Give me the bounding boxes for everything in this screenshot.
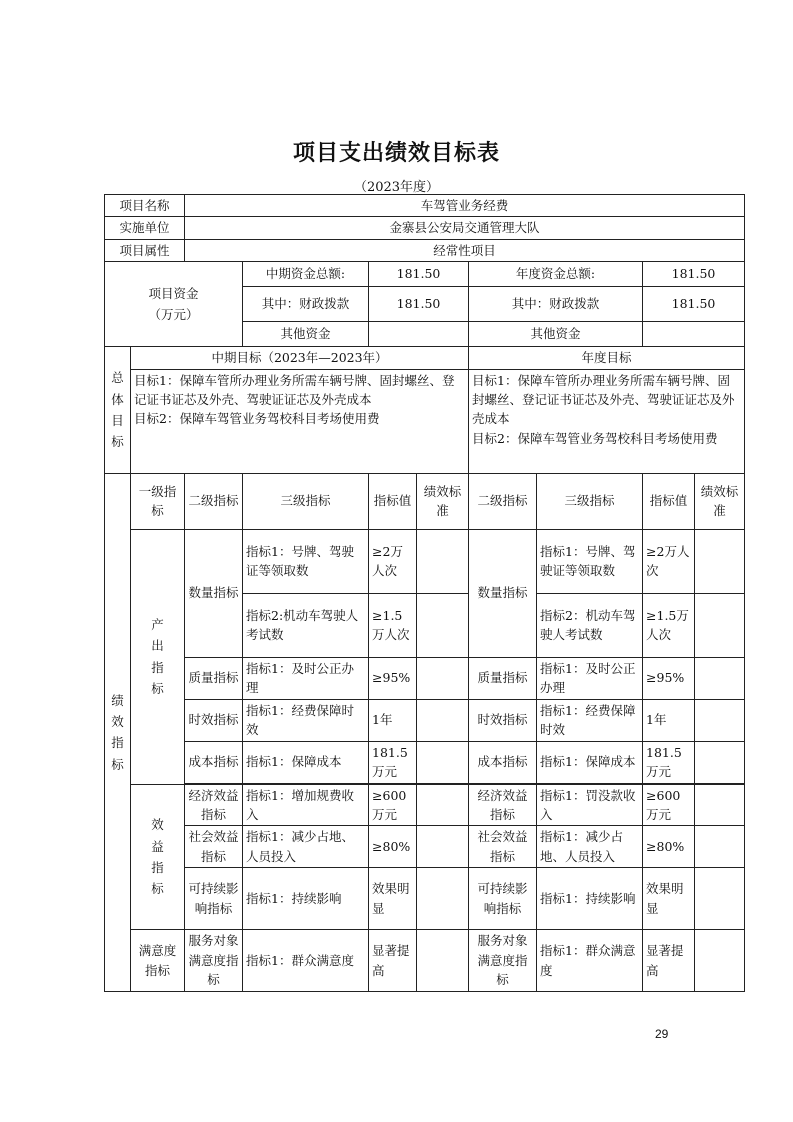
mid-other-label: 其他资金: [243, 322, 369, 347]
econ-cat-year: 经济效益指标: [469, 784, 537, 826]
quality-mid-std: [417, 657, 469, 699]
performance-table: [104, 194, 745, 992]
cost-cat-year: 成本指标: [469, 741, 537, 783]
sat-year: 指标1：群众满意度: [537, 930, 643, 992]
cost-mid-val: 181.5万元: [369, 741, 417, 783]
social-mid: 指标1：减少占地、人员投入: [243, 826, 369, 868]
year-goal-text: 目标1：保障车管所办理业务所需车辆号牌、固封螺丝、登记证书证芯及外壳、驾驶证证芯及外壳成本 目标2：保障车驾管业务驾校科目考场使用费: [469, 369, 745, 473]
qty1-mid: 指标1：号牌、驾驶证等领取数: [243, 529, 369, 593]
quality-year-std: [695, 657, 745, 699]
unit-label: 实施单位: [105, 217, 185, 239]
econ-mid-std: [417, 784, 469, 826]
sat-cat-mid: 服务对象满意度指标: [185, 930, 243, 992]
funds-label: 项目资金 （万元）: [105, 262, 243, 347]
page-title: 项目支出绩效目标表: [292, 141, 500, 166]
sat-mid: 指标1：群众满意度: [243, 930, 369, 992]
qty2-year-val: ≥1.5万人次: [643, 593, 695, 657]
time-mid-std: [417, 699, 469, 741]
quality-cat-year: 质量指标: [469, 657, 537, 699]
year-other-label: 其他资金: [469, 322, 643, 347]
satisfaction-label: 满意度指标: [131, 930, 185, 992]
sust-mid-std: [417, 868, 469, 930]
sat-mid-std: [417, 930, 469, 992]
social-year-std: [695, 826, 745, 868]
sust-cat-year: 可持续影响指标: [469, 868, 537, 930]
year-fiscal-label: 其中：财政拨款: [469, 287, 643, 322]
year-other-value: [643, 322, 745, 347]
header-val-year: 指标值: [643, 473, 695, 529]
perf-label: 绩效指标: [105, 473, 131, 992]
time-year: 指标1：经费保障时效: [537, 699, 643, 741]
page-number: 29: [655, 1027, 669, 1041]
header-val-mid: 指标值: [369, 473, 417, 529]
qty1-mid-val: ≥2万人次: [369, 529, 417, 593]
time-cat-mid: 时效指标: [185, 699, 243, 741]
time-year-std: [695, 699, 745, 741]
econ-mid-val: ≥600万元: [369, 784, 417, 826]
quality-cat-mid: 质量指标: [185, 657, 243, 699]
qty2-mid: 指标2:机动车驾驶人考试数: [243, 593, 369, 657]
sust-mid: 指标1：持续影响: [243, 868, 369, 930]
overall-goal-label: 总体目标: [105, 347, 131, 473]
header-l3-mid: 三级指标: [243, 473, 369, 529]
qty-cat-year: 数量指标: [469, 529, 537, 657]
unit-value: 金寨县公安局交通管理大队: [185, 217, 745, 239]
quality-mid: 指标1：及时公正办理: [243, 657, 369, 699]
header-l3-year: 三级指标: [537, 473, 643, 529]
quality-year: 指标1：及时公正办理: [537, 657, 643, 699]
social-mid-std: [417, 826, 469, 868]
output-label: 产出指标: [131, 529, 185, 784]
cost-year-std: [695, 741, 745, 783]
cost-mid: 指标1：保障成本: [243, 741, 369, 783]
mid-other-value: [369, 322, 469, 347]
header-l1: 一级指标: [131, 473, 185, 529]
attr-value: 经常性项目: [185, 239, 745, 261]
qty2-year: 指标2：机动车驾驶人考试数: [537, 593, 643, 657]
project-name-label: 项目名称: [105, 195, 185, 217]
attr-label: 项目属性: [105, 239, 185, 261]
qty-cat-mid: 数量指标: [185, 529, 243, 657]
year-total-label: 年度资金总额:: [469, 262, 643, 287]
sust-mid-val: 效果明显: [369, 868, 417, 930]
social-year: 指标1：减少占地、人员投入: [537, 826, 643, 868]
time-cat-year: 时效指标: [469, 699, 537, 741]
mid-fiscal-value: 181.50: [369, 287, 469, 322]
social-cat-mid: 社会效益指标: [185, 826, 243, 868]
qty1-year-std: [695, 529, 745, 593]
sat-mid-val: 显著提高: [369, 930, 417, 992]
sat-year-std: [695, 930, 745, 992]
social-mid-val: ≥80%: [369, 826, 417, 868]
time-year-val: 1年: [643, 699, 695, 741]
time-mid-val: 1年: [369, 699, 417, 741]
mid-goal-text: 目标1：保障车管所办理业务所需车辆号牌、固封螺丝、登记证书证芯及外壳、驾驶证证芯及外壳成本 目标2：保障车驾管业务驾校科目考场使用费: [131, 369, 469, 473]
qty2-year-std: [695, 593, 745, 657]
econ-year-std: [695, 784, 745, 826]
project-name-value: 车驾管业务经费: [185, 195, 745, 217]
cost-year-val: 181.5万元: [643, 741, 695, 783]
year-total-value: 181.50: [643, 262, 745, 287]
econ-mid: 指标1：增加规费收入: [243, 784, 369, 826]
social-year-val: ≥80%: [643, 826, 695, 868]
sust-cat-mid: 可持续影响指标: [185, 868, 243, 930]
sust-year-val: 效果明显: [643, 868, 695, 930]
qty2-mid-val: ≥1.5万人次: [369, 593, 417, 657]
sat-cat-year: 服务对象满意度指标: [469, 930, 537, 992]
year-label: （2023年度）: [353, 180, 440, 195]
qty1-mid-std: [417, 529, 469, 593]
cost-cat-mid: 成本指标: [185, 741, 243, 783]
mid-fiscal-label: 其中：财政拨款: [243, 287, 369, 322]
header-l2-mid: 二级指标: [185, 473, 243, 529]
qty2-mid-std: [417, 593, 469, 657]
econ-cat-mid: 经济效益指标: [185, 784, 243, 826]
header-std-mid: 绩效标准: [417, 473, 469, 529]
year-fiscal-value: 181.50: [643, 287, 745, 322]
econ-year-val: ≥600万元: [643, 784, 695, 826]
year-goal-header: 年度目标: [469, 347, 745, 369]
mid-total-label: 中期资金总额:: [243, 262, 369, 287]
econ-year: 指标1：罚没款收入: [537, 784, 643, 826]
sust-year-std: [695, 868, 745, 930]
mid-goal-header: 中期目标（2023年—2023年）: [131, 347, 469, 369]
qty1-year-val: ≥2万人次: [643, 529, 695, 593]
mid-total-value: 181.50: [369, 262, 469, 287]
sat-year-val: 显著提高: [643, 930, 695, 992]
time-mid: 指标1：经费保障时效: [243, 699, 369, 741]
header-l2-year: 二级指标: [469, 473, 537, 529]
quality-mid-val: ≥95%: [369, 657, 417, 699]
sust-year: 指标1：持续影响: [537, 868, 643, 930]
qty1-year: 指标1：号牌、驾驶证等领取数: [537, 529, 643, 593]
cost-mid-std: [417, 741, 469, 783]
social-cat-year: 社会效益指标: [469, 826, 537, 868]
benefit-label: 效益指标: [131, 784, 185, 930]
header-std-year: 绩效标准: [695, 473, 745, 529]
cost-year: 指标1：保障成本: [537, 741, 643, 783]
quality-year-val: ≥95%: [643, 657, 695, 699]
